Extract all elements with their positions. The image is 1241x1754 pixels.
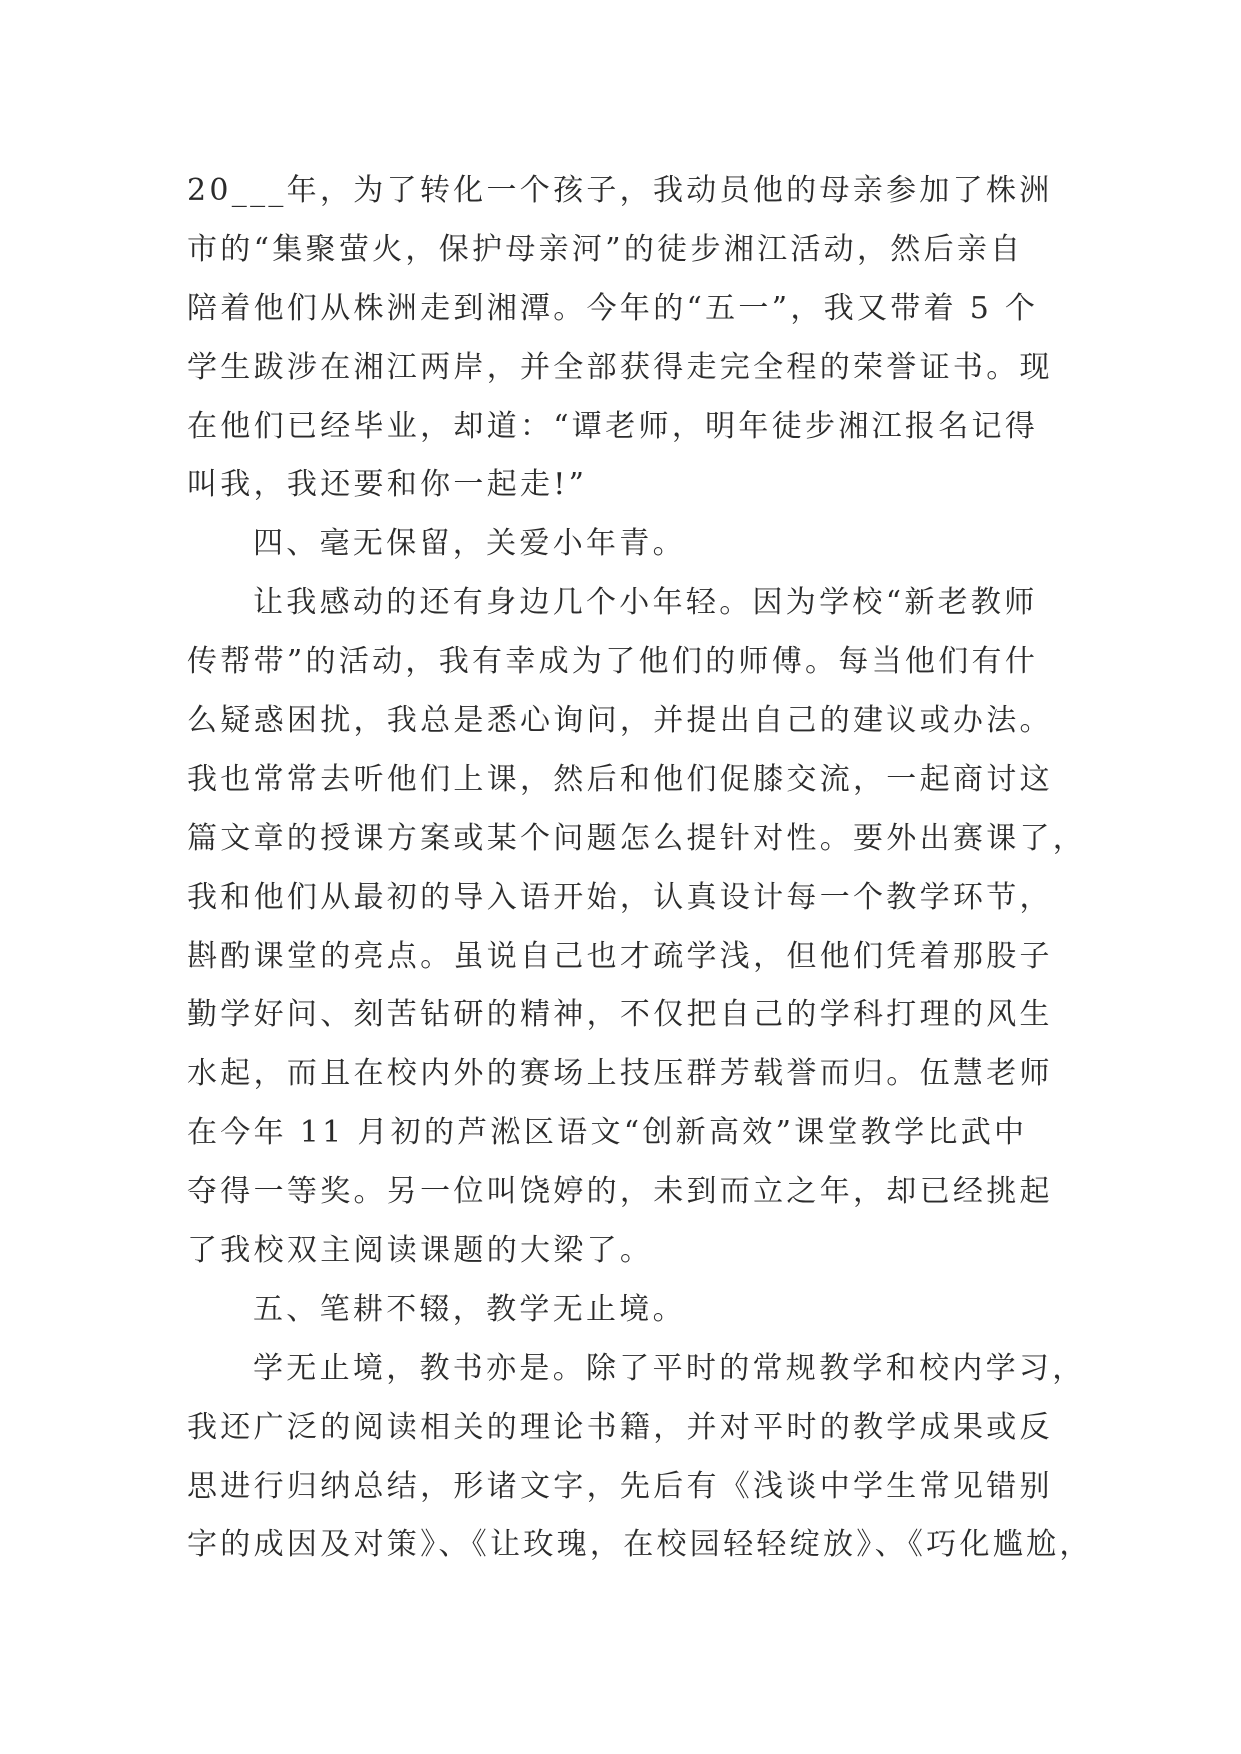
paragraph-start: 让我感动的还有身边几个小年轻。因为学校“新老教师 [253, 585, 1038, 621]
text-line: 思进行归纳总结，形诸文字，先后有《浅谈中学生常见错别 [187, 1468, 1053, 1504]
text-line: 市的“集聚萤火，保护母亲河”的徒步湘江活动，然后亲自 [187, 231, 1024, 267]
text-line: 陪着他们从株洲走到湘潭。今年的“五一”，我又带着 5 个 [187, 290, 1039, 326]
section-heading-five: 五、笔耕不辍，教学无止境。 [253, 1291, 686, 1327]
text-line: 叫我，我还要和你一起走!” [187, 467, 588, 503]
text-line: 学生跋涉在湘江两岸，并全部获得走完全程的荣誉证书。现 [187, 349, 1053, 385]
text-line: 传帮带”的活动，我有幸成为了他们的师傅。每当他们有什 [187, 644, 1039, 680]
text-line: 水起，而且在校内外的赛场上技压群芳载誉而归。伍慧老师 [187, 1056, 1053, 1092]
text-line: 我和他们从最初的导入语开始，认真设计每一个教学环节， [187, 879, 1053, 915]
text-line: 勤学好问、刻苦钻研的精神，不仅把自己的学科打理的风生 [187, 997, 1053, 1033]
section-heading-four: 四、毫无保留，关爱小年青。 [253, 526, 686, 562]
text-line: 在今年 11 月初的芦淞区语文“创新高效”课堂教学比武中 [187, 1115, 1028, 1151]
text-line: 了我校双主阅读课题的大梁了。 [187, 1233, 654, 1269]
text-line: 我还广泛的阅读相关的理论书籍，并对平时的教学成果或反 [187, 1409, 1053, 1445]
text-line: 夺得一等奖。另一位叫饶婷的，未到而立之年，却已经挑起 [187, 1174, 1053, 1210]
text-line: 篇文章的授课方案或某个问题怎么提针对性。要外出赛课了， [187, 820, 1087, 856]
text-line: 我也常常去听他们上课，然后和他们促膝交流，一起商讨这 [187, 761, 1053, 797]
text-line: 在他们已经毕业，却道：“谭老师，明年徒步湘江报名记得 [187, 408, 1039, 444]
text-line: 斟酌课堂的亮点。虽说自己也才疏学浅，但他们凭着那股子 [187, 938, 1053, 974]
text-line: 20___年，为了转化一个孩子，我动员他的母亲参加了株洲 [187, 173, 1053, 208]
body-text [187, 162, 1093, 1575]
text-line: 么疑惑困扰，我总是悉心询问，并提出自己的建议或办法。 [187, 703, 1053, 739]
text-line: 字的成因及对策》、《让玫瑰，在校园轻轻绽放》、《巧化尴尬， [187, 1527, 1093, 1563]
paragraph-start: 学无止境，教书亦是。除了平时的常规教学和校内学习， [253, 1350, 1086, 1386]
